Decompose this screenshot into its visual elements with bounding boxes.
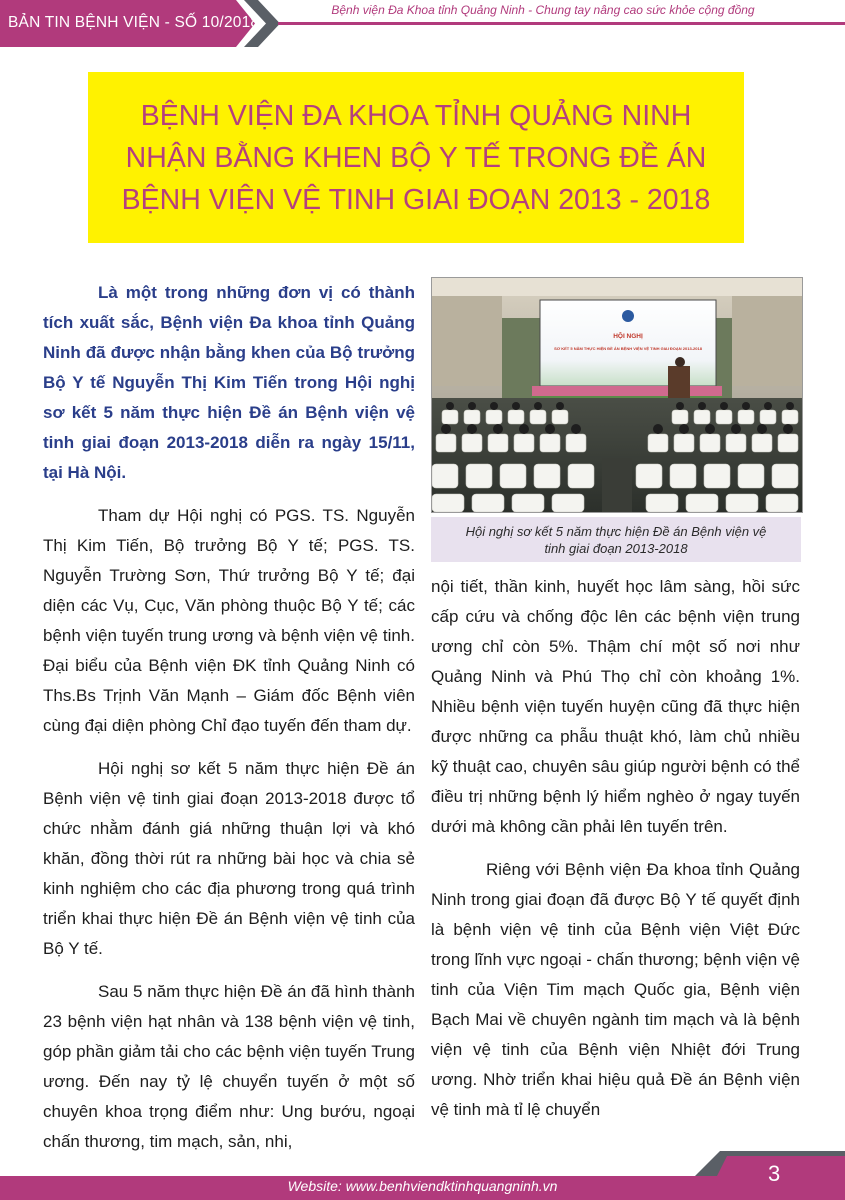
screen-heading: HỘI NGHỊ xyxy=(613,333,643,340)
article-column-left xyxy=(43,278,415,1170)
article-title-box xyxy=(88,72,744,243)
conference-photo-illustration xyxy=(432,278,802,512)
conference-photo xyxy=(431,277,803,513)
footer-website xyxy=(0,1178,845,1194)
page-number: 3 xyxy=(768,1161,781,1186)
article-paragraph-2: Hội nghị sơ kết 5 năm thực hiện Đề án Bệnh viện vệ tinh giai đoạn 2013-2018 được tổ chức nhằm đánh giá những thuận lợi và khó khăn, đồng thời rút ra những bài học và chia sẻ kinh nghiệm cho các địa phương trong quá trình triển khai thực hiện Đề án Bệnh viện vệ tinh của Bộ Y tế. xyxy=(43,759,415,958)
photo-caption-line-2: tinh giai đoạn 2013-2018 xyxy=(544,540,688,556)
photo-caption-box xyxy=(431,517,801,562)
title-line-3: BỆNH VIỆN VỆ TINH GIAI ĐOẠN 2013 - 2018 xyxy=(121,183,711,216)
screen-subtitle: SƠ KẾT 5 NĂM THỰC HIỆN ĐỀ ÁN BỆNH VIỆN VỆ TINH GIAI ĐOẠN 2013-2018 xyxy=(554,346,702,351)
photo-caption-line-1: Hội nghị sơ kết 5 năm thực hiện Đề án Bệnh viện vệ xyxy=(465,523,767,539)
title-line-1: BỆNH VIỆN ĐA KHOA TỈNH QUẢNG NINH xyxy=(140,99,692,132)
header-rule xyxy=(278,22,845,25)
newsletter-issue-label: BẢN TIN BỆNH VIỆN - SỐ 10/2018 xyxy=(8,14,260,31)
header-tagline: Bệnh viện Đa Khoa tỉnh Quảng Ninh - Chung tay nâng cao sức khỏe cộng đồng xyxy=(331,3,755,17)
article-lead: Là một trong những đơn vị có thành tích xuất sắc, Bệnh viện Đa khoa tỉnh Quảng Ninh đã được nhận bằng khen của Bộ trưởng Bộ Y tế Nguyễn Thị Kim Tiến trong Hội nghị sơ kết 5 năm thực hiện Đề án Bệnh viện vệ tinh giai đoạn 2013-2018 diễn ra ngày 15/11, tại Hà Nội. xyxy=(43,283,415,482)
title-line-2: NHẬN BẰNG KHEN BỘ Y TẾ TRONG ĐỀ ÁN xyxy=(125,141,707,174)
website-link[interactable]: Website: www.benhviendktinhquangninh.vn xyxy=(287,1178,558,1194)
article-paragraph-3-continued: nội tiết, thần kinh, huyết học lâm sàng, hồi sức cấp cứu và chống độc lên các bệnh viện trung ương chỉ còn 5%. Thậm chí một số nơi như Quảng Ninh và Phú Thọ chỉ còn khoảng 1%. Nhiều bệnh viện tuyến huyện cũng đã thực hiện được những ca phẫu thuật khó, làm chủ nhiều kỹ thuật cao, chuyên sâu giúp người bệnh có thể điều trị những bệnh lý hiểm nghèo ở ngay tuyến dưới mà không cần phải lên tuyến trên. xyxy=(431,577,800,836)
article-paragraph-4: Riêng với Bệnh viện Đa khoa tỉnh Quảng Ninh trong giai đoạn đã được Bộ Y tế quyết định là bệnh viện vệ tinh của Bệnh viện Việt Đức trong lĩnh vực ngoại - chấn thương; bệnh viện vệ tinh của Viện Tim mạch Quốc gia, Bệnh viện Bạch Mai về chuyên ngành tim mạch và là bệnh viện vệ tinh của Bệnh viện Nhiệt đới Trung ương. Nhờ triển khai hiệu quả Đề án Bệnh viện vệ tinh mà tỉ lệ chuyển xyxy=(431,860,800,1119)
article-paragraph-3: Sau 5 năm thực hiện Đề án đã hình thành 23 bệnh viện hạt nhân và 138 bệnh viện vệ tinh, góp phần giảm tải cho các bệnh viện tuyến Trung ương. Đến nay tỷ lệ chuyển tuyến ở một số chuyên khoa trọng điểm như: Ung bướu, ngoại chấn thương, tim mạch, sản, nhi, xyxy=(43,982,415,1151)
article-paragraph-1: Tham dự Hội nghị có PGS. TS. Nguyễn Thị Kim Tiến, Bộ trưởng Bộ Y tế; PGS. TS. Nguyễn Trường Sơn, Thứ trưởng Bộ Y tế; đại diện các Vụ, Cục, Văn phòng thuộc Bộ Y tế; các bệnh viện tuyến trung ương và bệnh viện vệ tinh. Đại biểu của Bệnh viện ĐK tỉnh Quảng Ninh có Ths.Bs Trịnh Văn Mạnh – Giám đốc Bệnh viên cùng đại diện phòng Chỉ đạo tuyến đến tham dự. xyxy=(43,506,415,735)
article-column-right xyxy=(431,572,800,1138)
